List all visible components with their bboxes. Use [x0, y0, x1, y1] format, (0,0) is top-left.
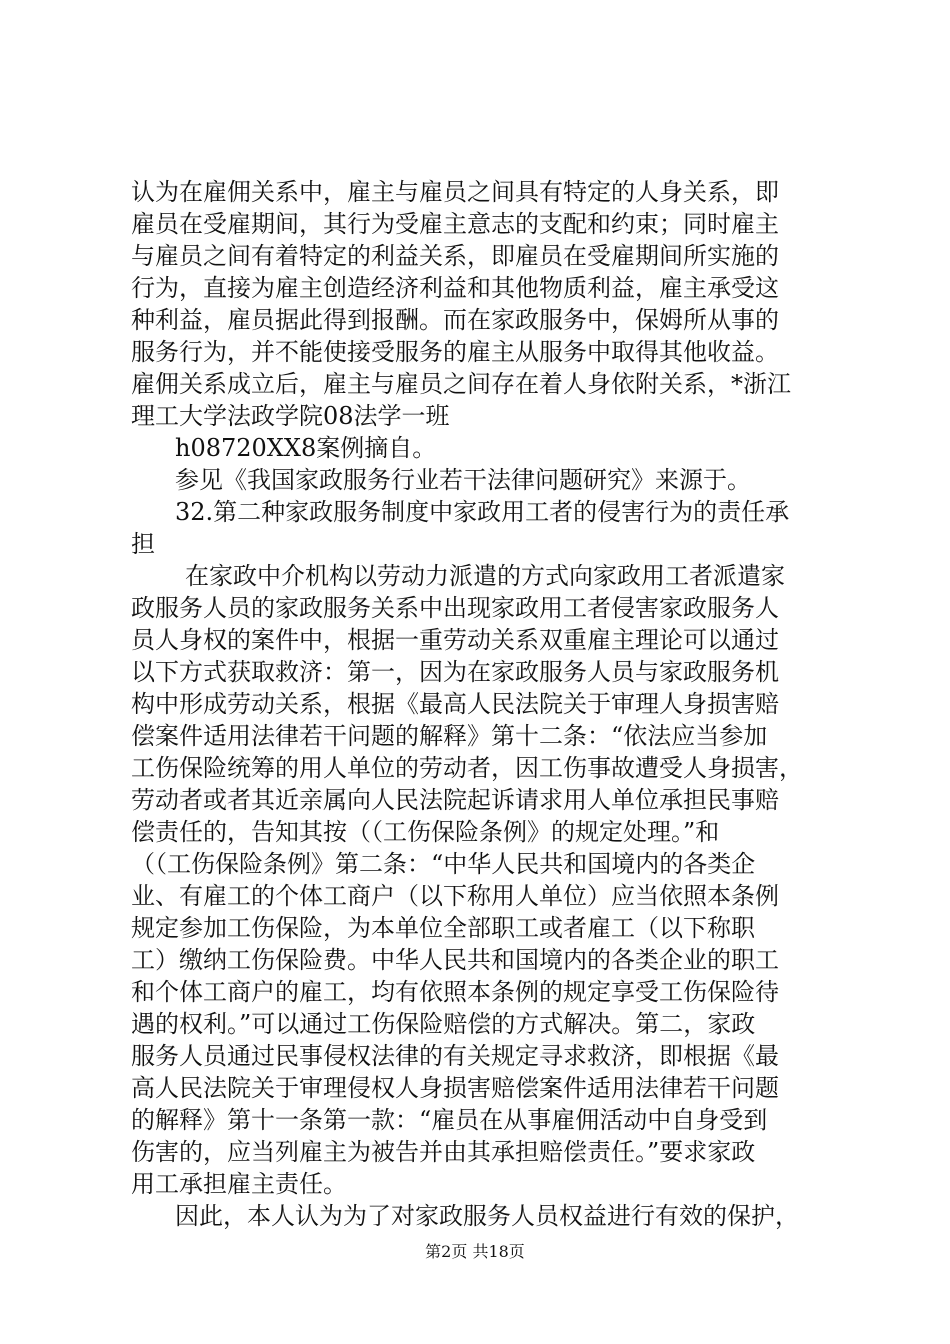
page-number: 第2页 共18页 — [425, 1242, 525, 1261]
page-footer — [0, 1242, 950, 1262]
text-line: 种利益，雇员据此得到报酬。而在家政服务中，保姆所从事的 — [131, 306, 779, 334]
text-line: 雇佣关系成立后，雇主与雇员之间存在着人身依附关系，*浙江 — [131, 370, 791, 398]
text-line: 构中形成劳动关系，根据《最高人民法院关于审理人身损害赔 — [131, 690, 779, 718]
text-line: 雇员在受雇期间，其行为受雇主意志的支配和约束；同时雇主 — [131, 210, 779, 238]
section-heading-continued: 担 — [131, 530, 155, 558]
text-line: 以下方式获取救济：第一，因为在家政服务人员与家政服务机 — [131, 658, 779, 686]
text-line: 伤害的，应当列雇主为被告并由其承担赔偿责任。”要求家政 — [131, 1138, 756, 1166]
footnote-line: 参见《我国家政服务行业若干法律问题研究》来源于。 — [175, 466, 751, 494]
paragraph-start: 因此，本人认为为了对家政服务人员权益进行有效的保护， — [175, 1202, 799, 1230]
text-line: 行为，直接为雇主创造经济利益和其他物质利益，雇主承受这 — [131, 274, 779, 302]
text-line: 服务人员通过民事侵权法律的有关规定寻求救济，即根据《最 — [131, 1042, 779, 1070]
text-line: 劳动者或者其近亲属向人民法院起诉请求用人单位承担民事赔 — [131, 786, 779, 814]
section-heading: 32.第二种家政服务制度中家政用工者的侵害行为的责任承 — [175, 498, 790, 526]
footnote-line: h08720XX8案例摘自。 — [175, 434, 437, 462]
text-line: 工）缴纳工伤保险费。中华人民共和国境内的各类企业的职工 — [131, 946, 779, 974]
text-line: 偿责任的，告知其按（（工伤保险条例》的规定处理。”和 — [131, 818, 720, 846]
text-line: 高人民法院关于审理侵权人身损害赔偿案件适用法律若干问题 — [131, 1074, 779, 1102]
text-line: 员人身权的案件中，根据一重劳动关系双重雇主理论可以通过 — [131, 626, 779, 654]
text-line: 业、有雇工的个体工商户（以下称用人单位）应当依照本条例 — [131, 882, 779, 910]
text-line: 与雇员之间有着特定的利益关系，即雇员在受雇期间所实施的 — [131, 242, 779, 270]
text-line: （（工伤保险条例》第二条：“中华人民共和国境内的各类企 — [131, 850, 756, 878]
text-line: 遇的权利。”可以通过工伤保险赔偿的方式解决。第二，家政 — [131, 1010, 756, 1038]
text-line: 政服务人员的家政服务关系中出现家政用工者侵害家政服务人 — [131, 594, 779, 622]
text-line: 偿案件适用法律若干问题的解释》第十二条：“依法应当参加 — [131, 722, 768, 750]
text-line: 工伤保险统筹的用人单位的劳动者，因工伤事故遭受人身损害， — [131, 754, 803, 782]
text-line: 用工承担雇主责任。 — [131, 1170, 347, 1198]
text-line: 的解释》第十一条第一款：“雇员在从事雇佣活动中自身受到 — [131, 1106, 768, 1134]
text-line: 理工大学法政学院08法学一班 — [131, 402, 450, 430]
text-line: 规定参加工伤保险，为本单位全部职工或者雇工（以下称职 — [131, 914, 755, 942]
text-line: 认为在雇佣关系中，雇主与雇员之间具有特定的人身关系，即 — [131, 178, 779, 206]
paragraph-start: 在家政中介机构以劳动力派遣的方式向家政用工者派遣家 — [185, 562, 785, 590]
document-body — [131, 176, 831, 1232]
text-line: 服务行为，并不能使接受服务的雇主从服务中取得其他收益。 — [131, 338, 779, 366]
text-line: 和个体工商户的雇工，均有依照本条例的规定享受工伤保险待 — [131, 978, 779, 1006]
